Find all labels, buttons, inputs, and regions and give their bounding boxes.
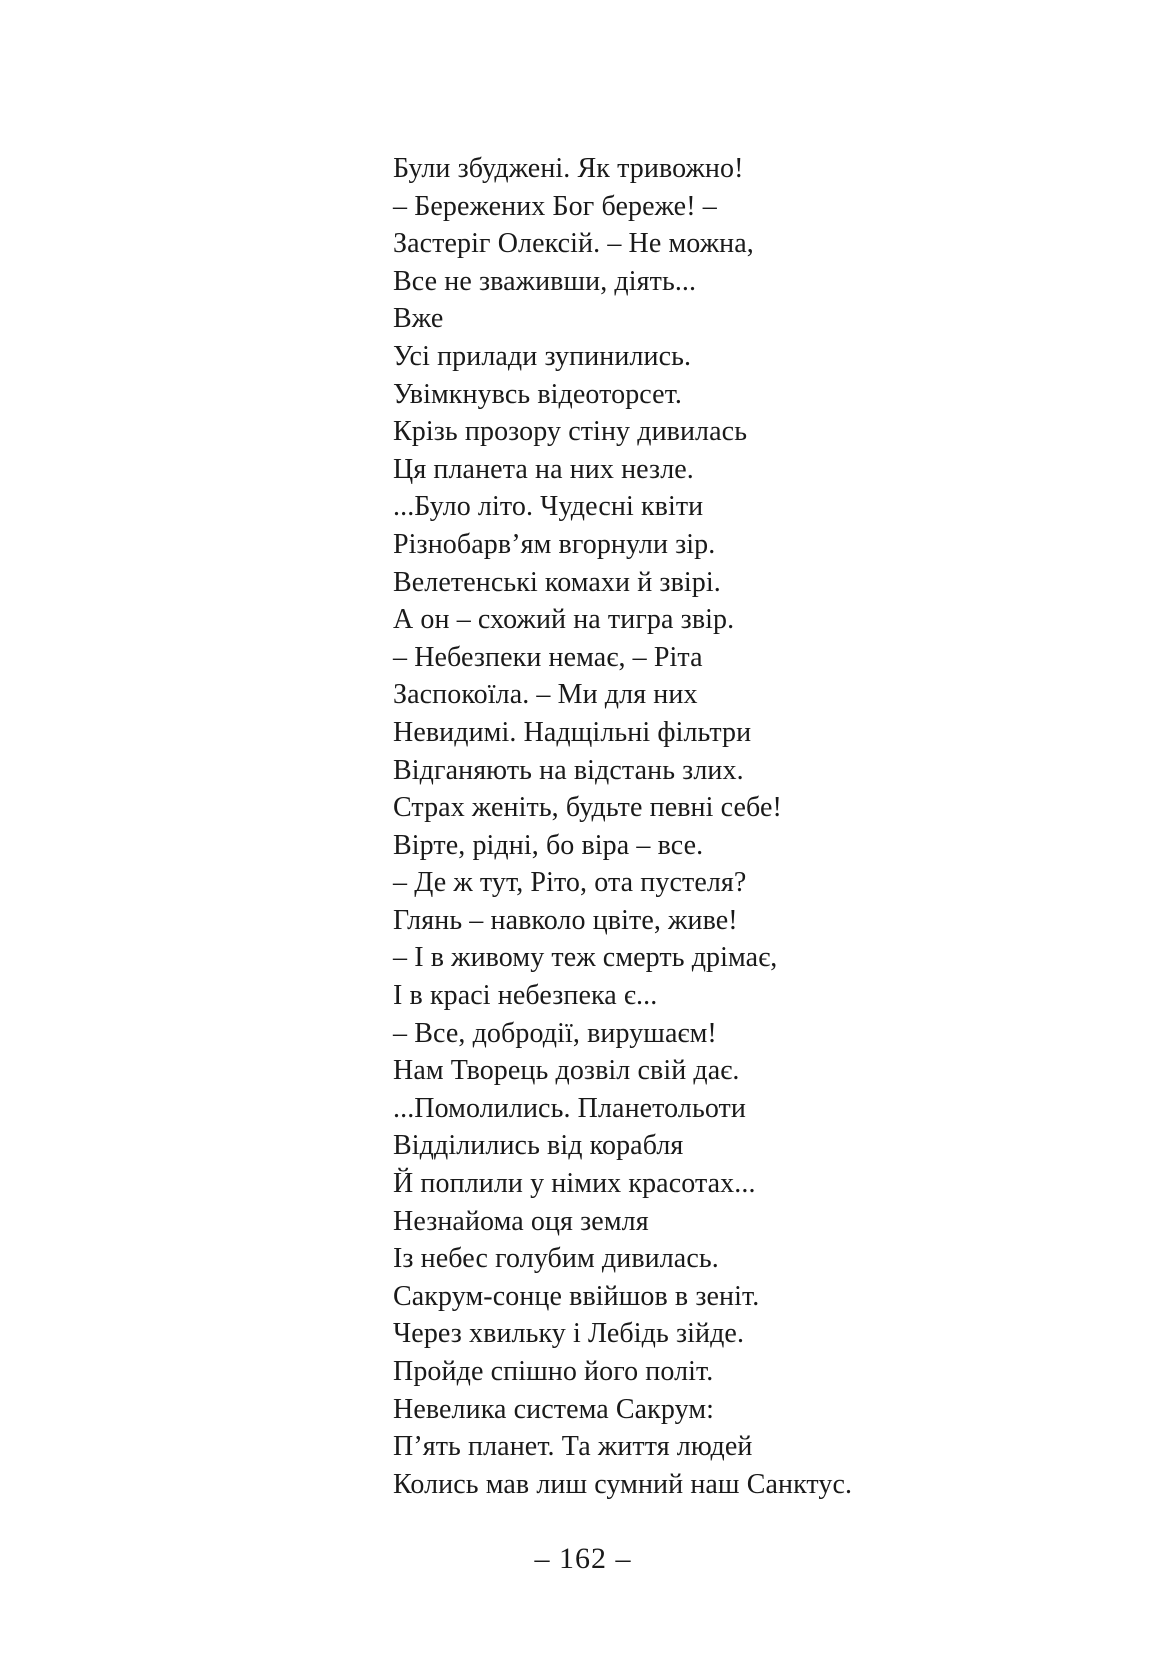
- poem-line: Невидимі. Надщільні фільтри: [393, 716, 752, 748]
- poem-line: – Небезпеки немає, – Ріта: [393, 641, 703, 673]
- poem-line: Незнайома оця земля: [393, 1205, 649, 1237]
- poem-line: Застеріг Олексій. – Не можна,: [393, 228, 754, 260]
- poem-line: Глянь – навколо цвіте, живе!: [393, 904, 738, 936]
- poem-line: Увімкнувсь відеоторсет.: [393, 378, 683, 410]
- poem-line: Колись мав лиш сумний наш Санктус.: [393, 1468, 853, 1500]
- poem-line: Велетенські комахи й звірі.: [393, 566, 721, 598]
- poem-line: Невелика система Сакрум:: [393, 1393, 715, 1425]
- poem-line: Вже: [393, 303, 444, 335]
- poem-line: – Бережених Бог береже! –: [393, 190, 717, 222]
- poem-line: Крізь прозору стіну дивилась: [393, 416, 748, 448]
- poem-line: Усі прилади зупинились.: [393, 340, 692, 372]
- poem-line: Відганяють на відстань злих.: [393, 754, 744, 786]
- poem-line: А он – схожий на тигра звір.: [393, 604, 735, 636]
- page-number: – 162 –: [534, 1542, 632, 1575]
- poem-line: Були збуджені. Як тривожно!: [393, 153, 744, 184]
- poem-line: – І в живому теж смерть дрімає,: [393, 942, 778, 974]
- poem-line: Із небес голубим дивилась.: [393, 1243, 719, 1275]
- poem-line: ...Було літо. Чудесні квіти: [393, 491, 704, 523]
- poem-line: ...Помолились. Планетольоти: [393, 1092, 746, 1124]
- poem-line: Пройде спішно його політ.: [393, 1356, 714, 1387]
- poem-line: – Все, добродії, вирушаєм!: [393, 1017, 717, 1049]
- poem-line: Вірте, рідні, бо віра – все.: [393, 829, 704, 861]
- poem-line: Відділились від корабля: [393, 1130, 684, 1162]
- poem-line: П’ять планет. Та життя людей: [393, 1431, 753, 1463]
- poem-line: Заспокоїла. – Ми для них: [393, 679, 698, 711]
- poem-line: Нам Творець дозвіл свій дає.: [393, 1055, 740, 1087]
- poem-line: Різнобарв’ям вгорнули зір.: [393, 528, 716, 560]
- poem-text: [393, 150, 1093, 1503]
- poem-line: Через хвильку і Лебідь зійде.: [393, 1318, 745, 1350]
- poem-line: Все не зваживши, діять...: [393, 265, 697, 297]
- poem-line: Й поплили у німих красотах...: [393, 1168, 756, 1200]
- poem-line: Сакрум-сонце ввійшов в зеніт.: [393, 1280, 760, 1312]
- poem-line: – Де ж тут, Ріто, ота пустеля?: [393, 867, 747, 899]
- poem-line: І в красі небезпека є...: [393, 980, 658, 1012]
- poem-line: Страх женіть, будьте певні себе!: [393, 792, 782, 824]
- poem-line: Ця планета на них незле.: [393, 453, 694, 485]
